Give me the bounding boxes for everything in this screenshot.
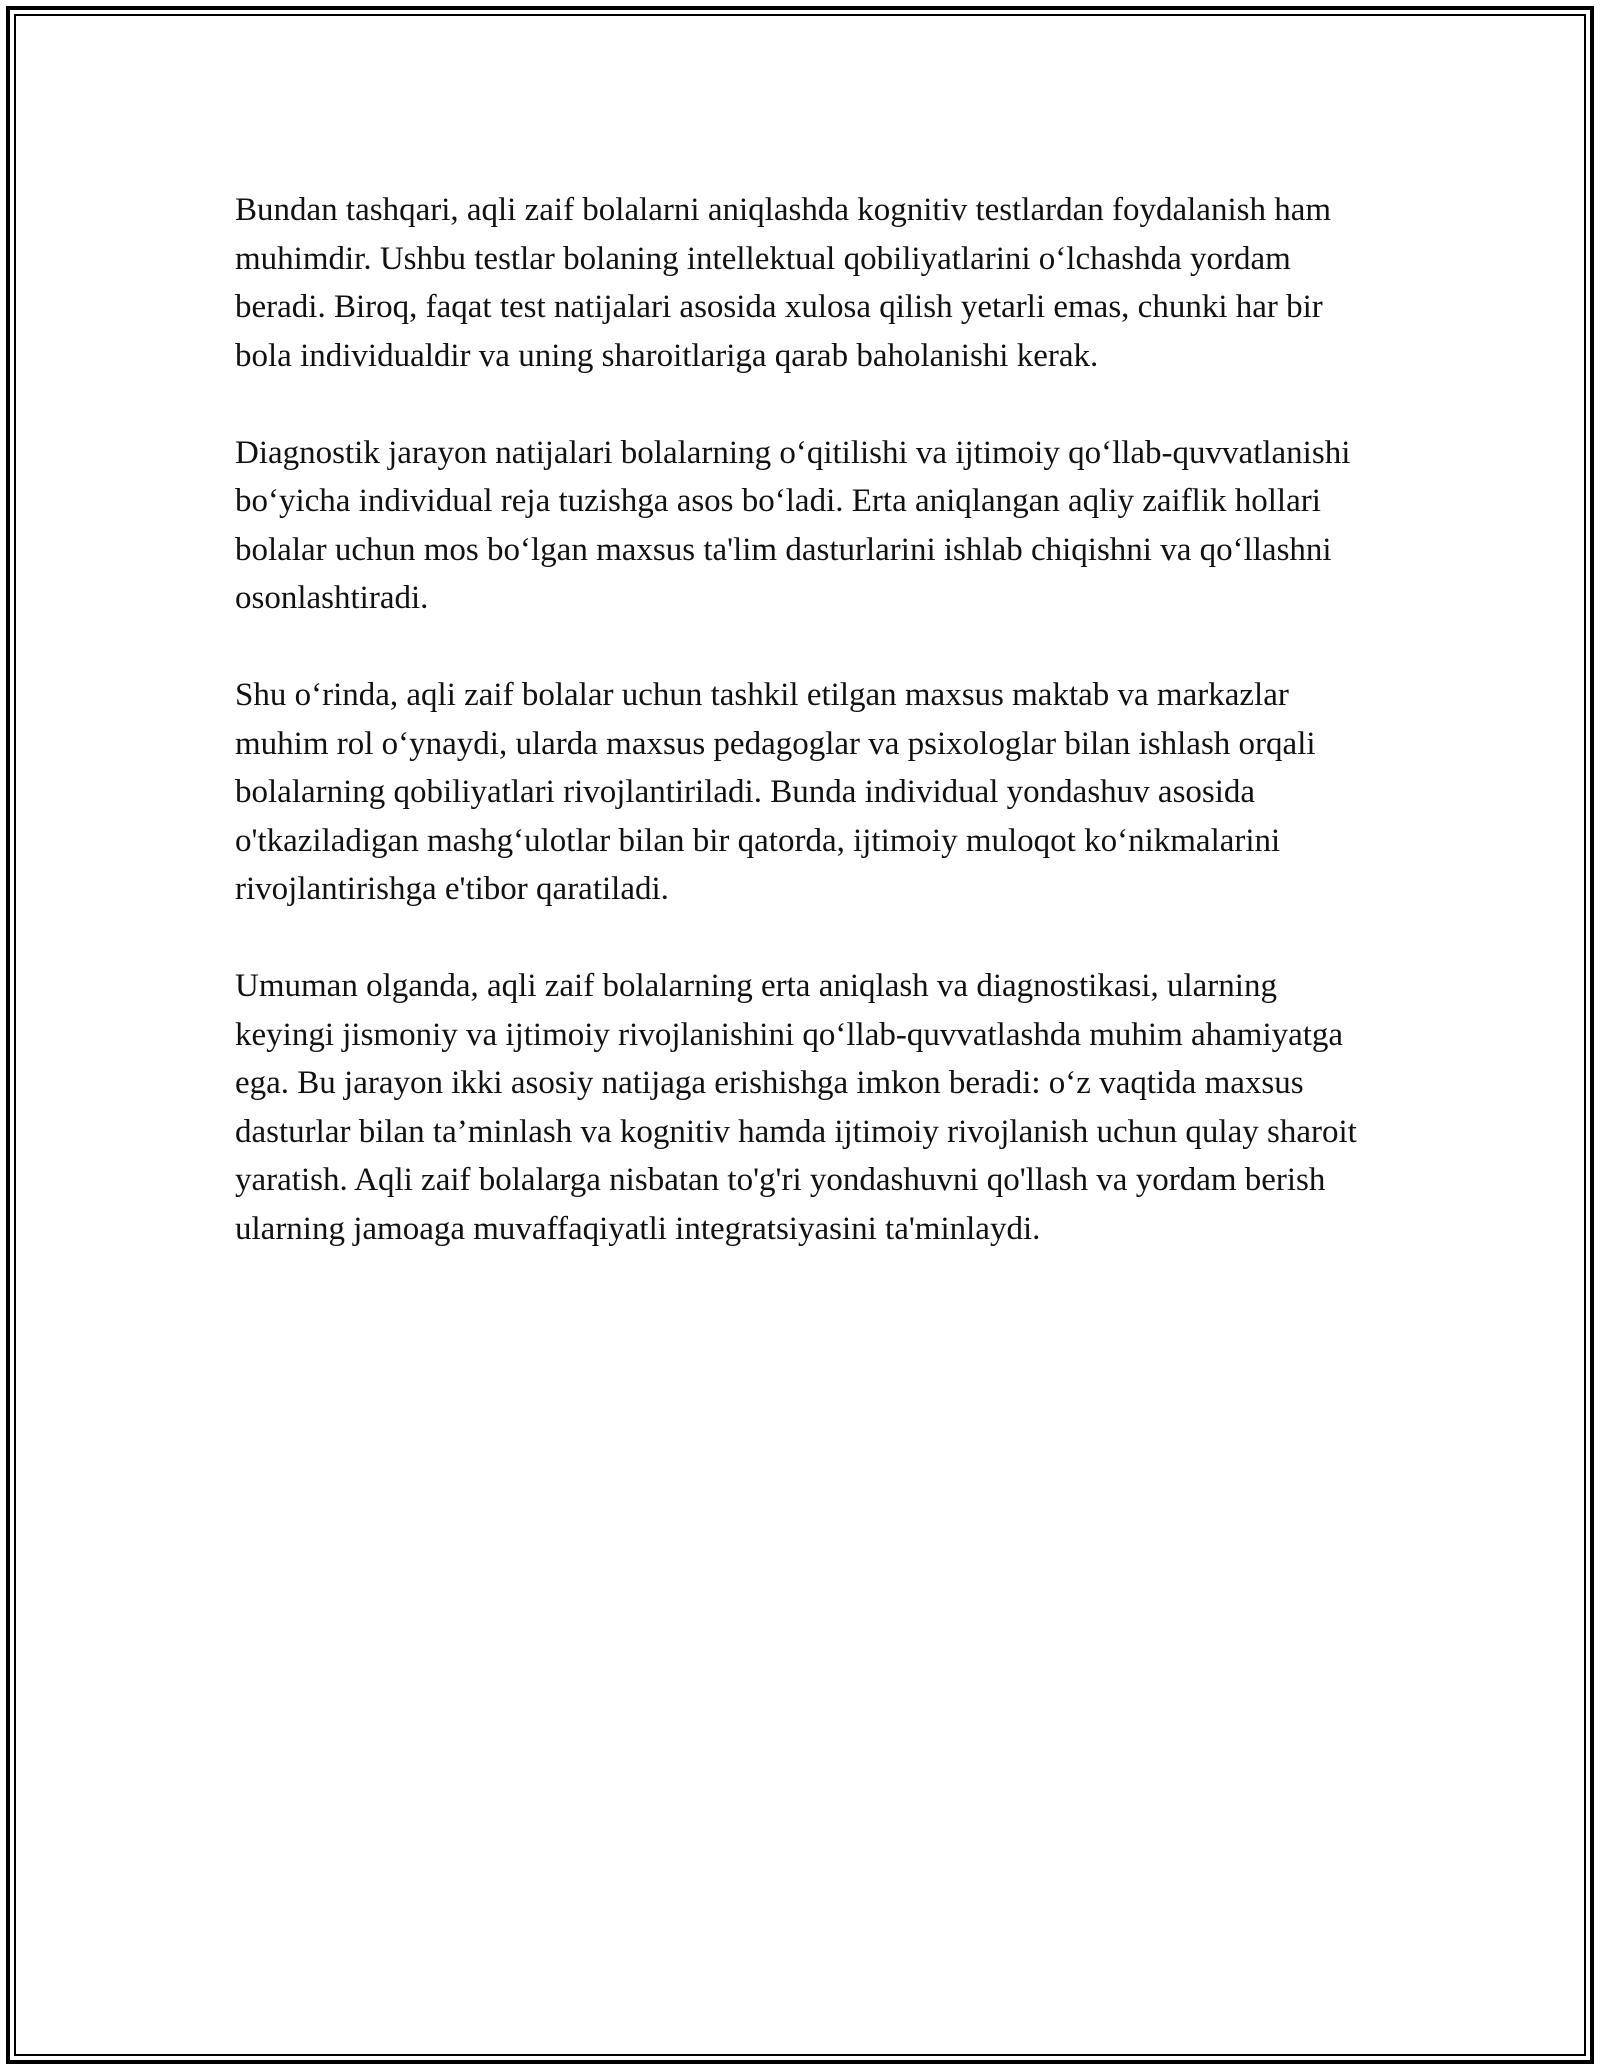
paragraph-1: Bundan tashqari, aqli zaif bolalarni aniqlashda kognitiv testlardan foydalanish ham muhimdir. Ushbu testlar bolaning intellektual qobiliyatlarini o‘lchashda yordam beradi. Biroq, faqat test natijalari asosida xulosa qilish yetarli emas, chunki har bir bola individualdir va uning sharoitlariga qarab baholanishi kerak. [235,192,1332,374]
document-body [235,186,1375,1302]
paragraph-4: Umuman olganda, aqli zaif bolalarning erta aniqlash va diagnostikasi, ularning keyingi jismoniy va ijtimoiy rivojlanishini qo‘llab-quvvatlashda muhim ahamiyatga ega. Bu jarayon ikki asosiy natijaga erishishga imkon beradi: o‘z vaqtida maxsus dasturlar bilan ta’minlash va kognitiv hamda ijtimoiy rivojlanish uchun qulay sharoit yaratish. Aqli zaif bolalarga nisbatan to'g'ri yondashuvni qo'llash va yordam berish ularning jamoaga muvaffaqiyatli integratsiyasini ta'minlaydi. [235,968,1357,1247]
paragraph-3: Shu o‘rinda, aqli zaif bolalar uchun tashkil etilgan maxsus maktab va markazlar muhim rol o‘ynaydi, ularda maxsus pedagoglar va psixologlar bilan ishlash orqali bolalarning qobiliyatlari rivojlantiriladi. Bunda individual yondashuv asosida o'tkaziladigan mashg‘ulotlar bilan bir qatorda, ijtimoiy muloqot ko‘nikmalarini rivojlantirishga e'tibor qaratiladi. [235,677,1316,907]
paragraph-2: Diagnostik jarayon natijalari bolalarning o‘qitilishi va ijtimoiy qo‘llab-quvvatlanishi bo‘yicha individual reja tuzishga asos bo‘ladi. Erta aniqlangan aqliy zaiflik hollari bolalar uchun mos bo‘lgan maxsus ta'lim dasturlarini ishlab chiqishni va qo‘llashni osonlashtiradi. [235,434,1351,616]
